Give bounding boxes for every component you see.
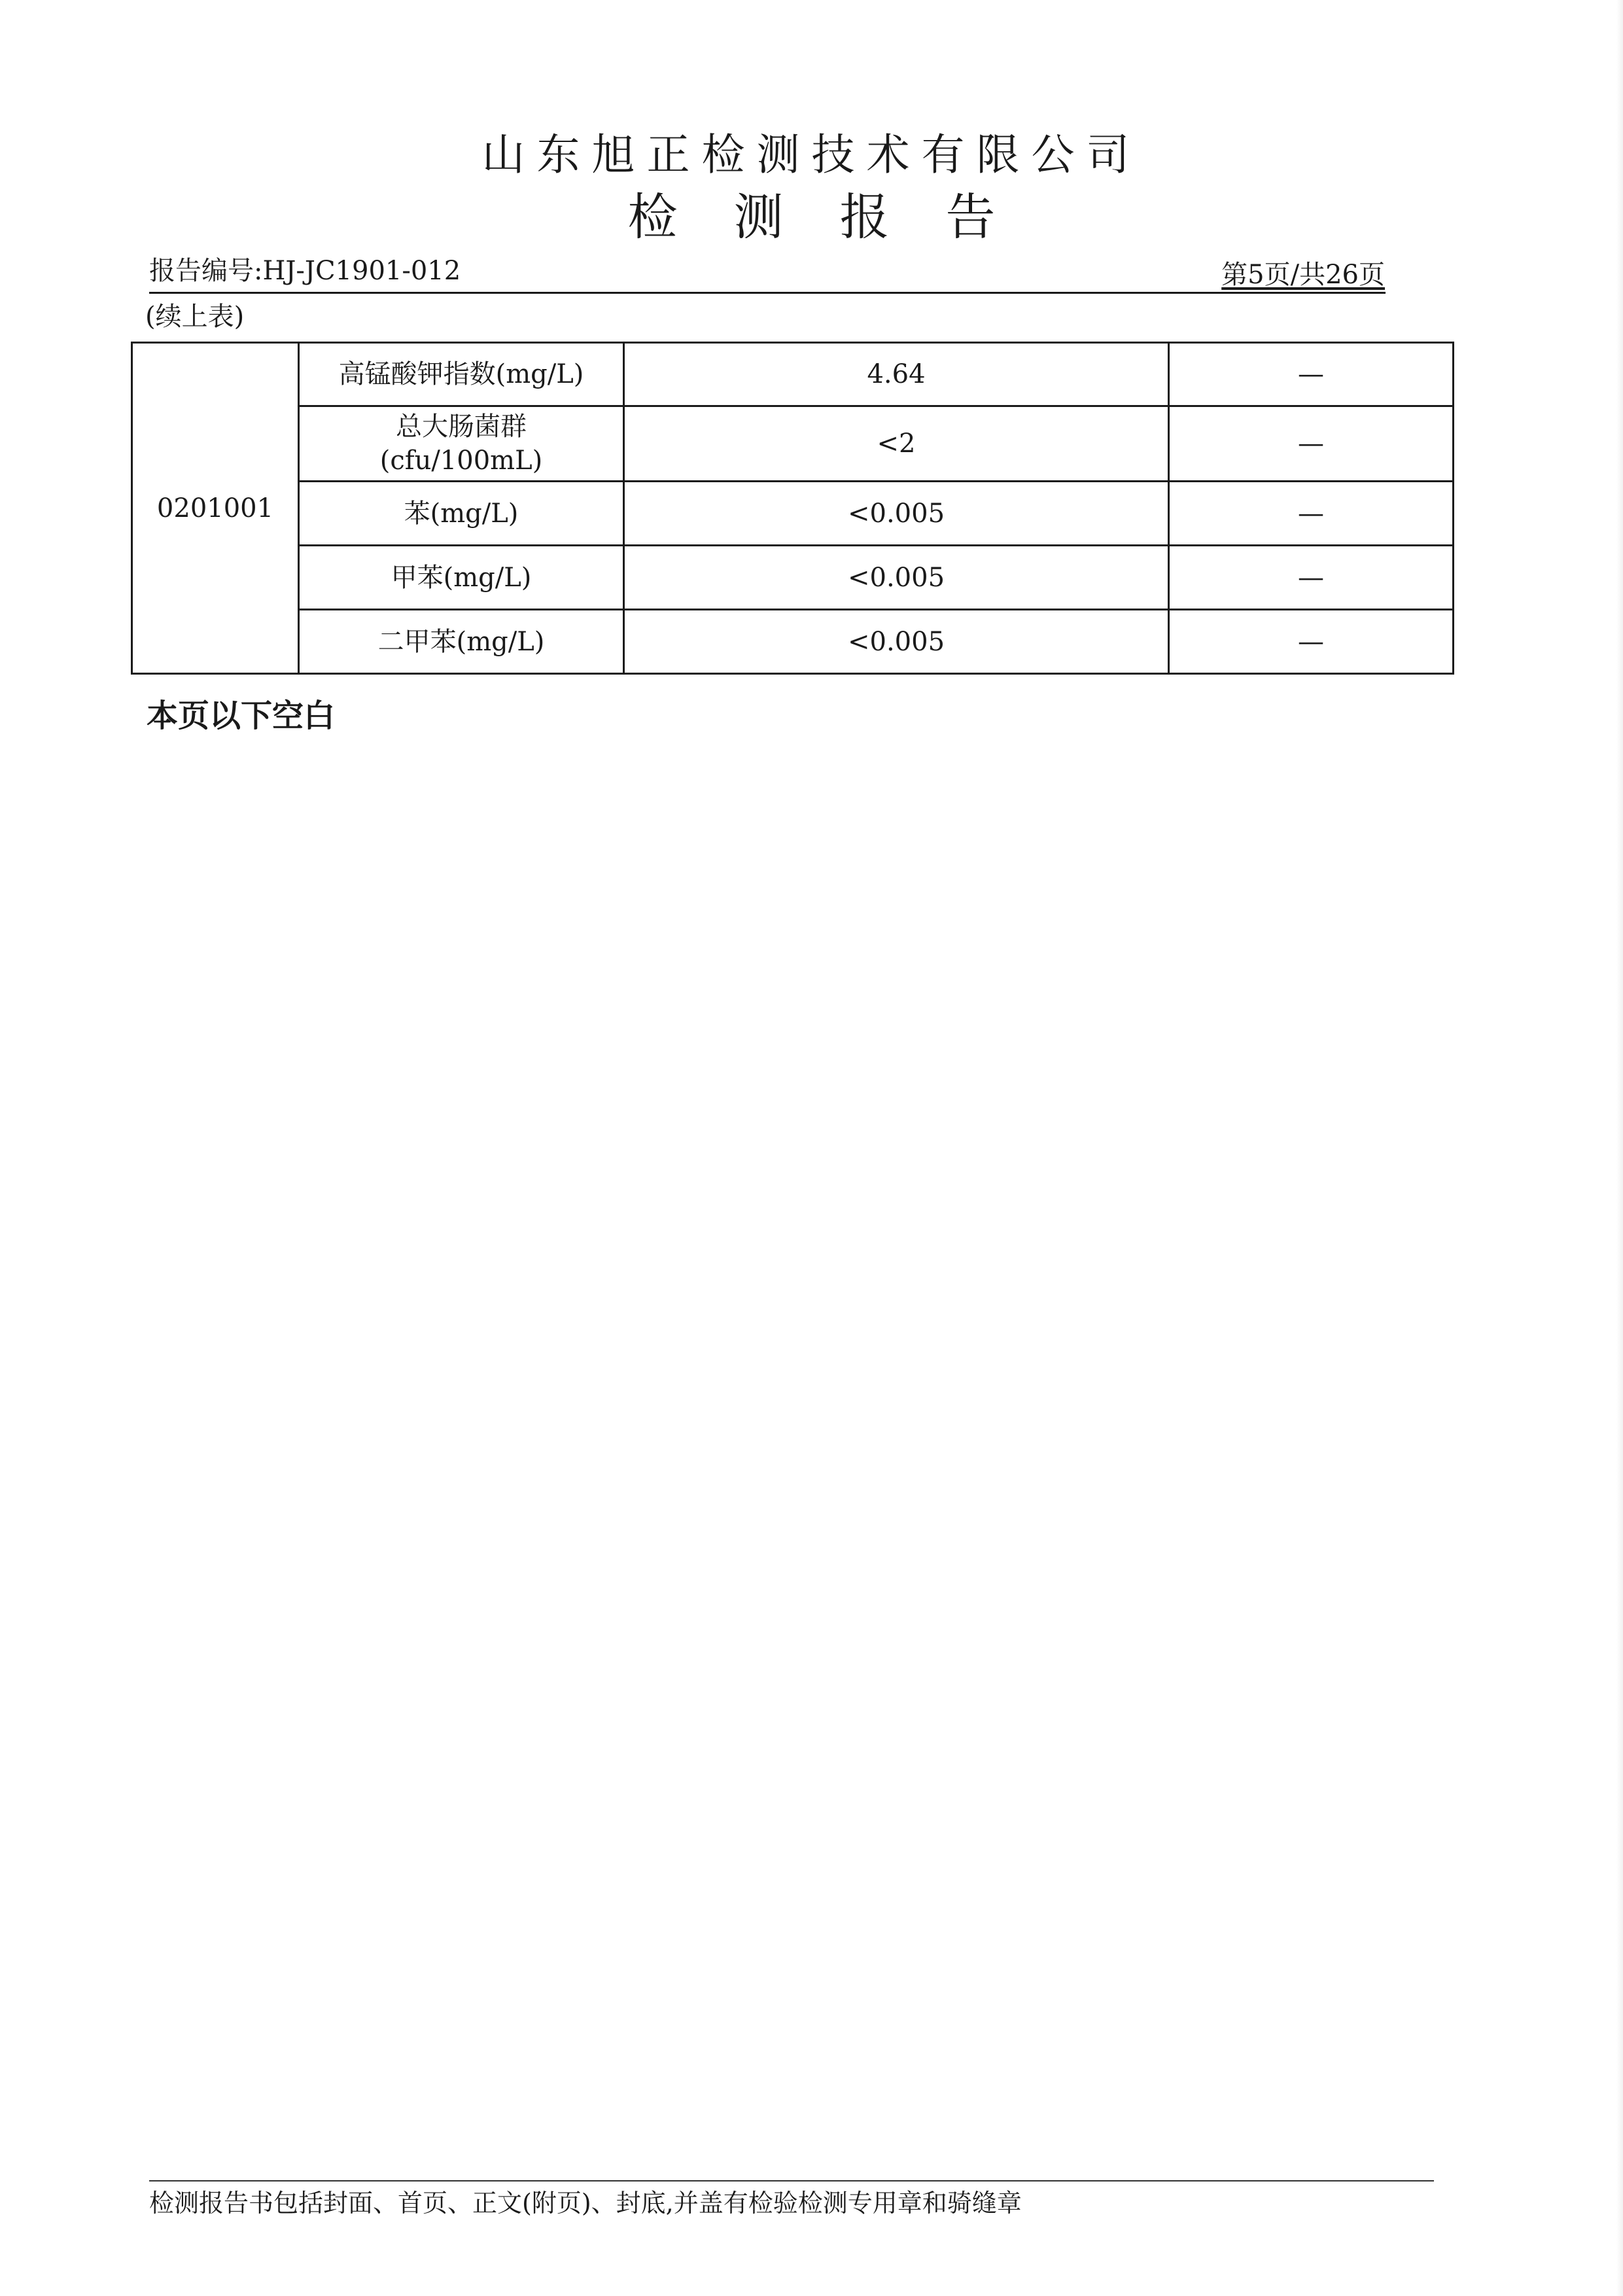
table-row — [132, 406, 1454, 482]
remark-cell: — — [1169, 546, 1454, 610]
item-cell — [299, 406, 624, 482]
remark-cell: — — [1169, 343, 1454, 406]
item-cell: 甲苯(mg/L) — [299, 546, 624, 610]
document-title: 检测报告 — [627, 188, 1052, 246]
table-row — [132, 610, 1454, 674]
page-count: 第5页/共26页 — [1221, 260, 1385, 290]
footer-rule — [149, 2180, 1434, 2181]
result-cell: 4.64 — [624, 343, 1169, 406]
company-name: 山东旭正检测技术有限公司 — [481, 130, 1142, 180]
results-table — [131, 342, 1454, 675]
sample-id-cell: 0201001 — [132, 343, 299, 674]
item-name: 总大肠菌群 — [396, 412, 527, 442]
result-cell: <0.005 — [624, 546, 1169, 610]
item-cell: 苯(mg/L) — [299, 482, 624, 546]
table-row — [132, 482, 1454, 546]
remark-cell: — — [1169, 482, 1454, 546]
item-unit: (cfu/100mL) — [379, 446, 543, 476]
remark-cell: — — [1169, 406, 1454, 482]
footer-note: 检测报告书包括封面、首页、正文(附页)、封底,并盖有检验检测专用章和骑缝章 — [149, 2189, 1022, 2217]
item-cell: 二甲苯(mg/L) — [299, 610, 624, 674]
result-cell: <0.005 — [624, 610, 1169, 674]
header-rule — [149, 292, 1386, 294]
result-cell: <2 — [624, 406, 1169, 482]
result-cell: <0.005 — [624, 482, 1169, 546]
scan-edge-shadow — [1616, 0, 1623, 2296]
blank-below-note: 本页以下空白 — [147, 698, 336, 734]
continuation-note: (续上表) — [145, 302, 245, 332]
item-cell: 高锰酸钾指数(mg/L) — [299, 343, 624, 406]
table-row — [132, 546, 1454, 610]
table-row — [132, 343, 1454, 406]
report-number: 报告编号:HJ-JC1901-012 — [149, 256, 461, 286]
remark-cell: — — [1169, 610, 1454, 674]
